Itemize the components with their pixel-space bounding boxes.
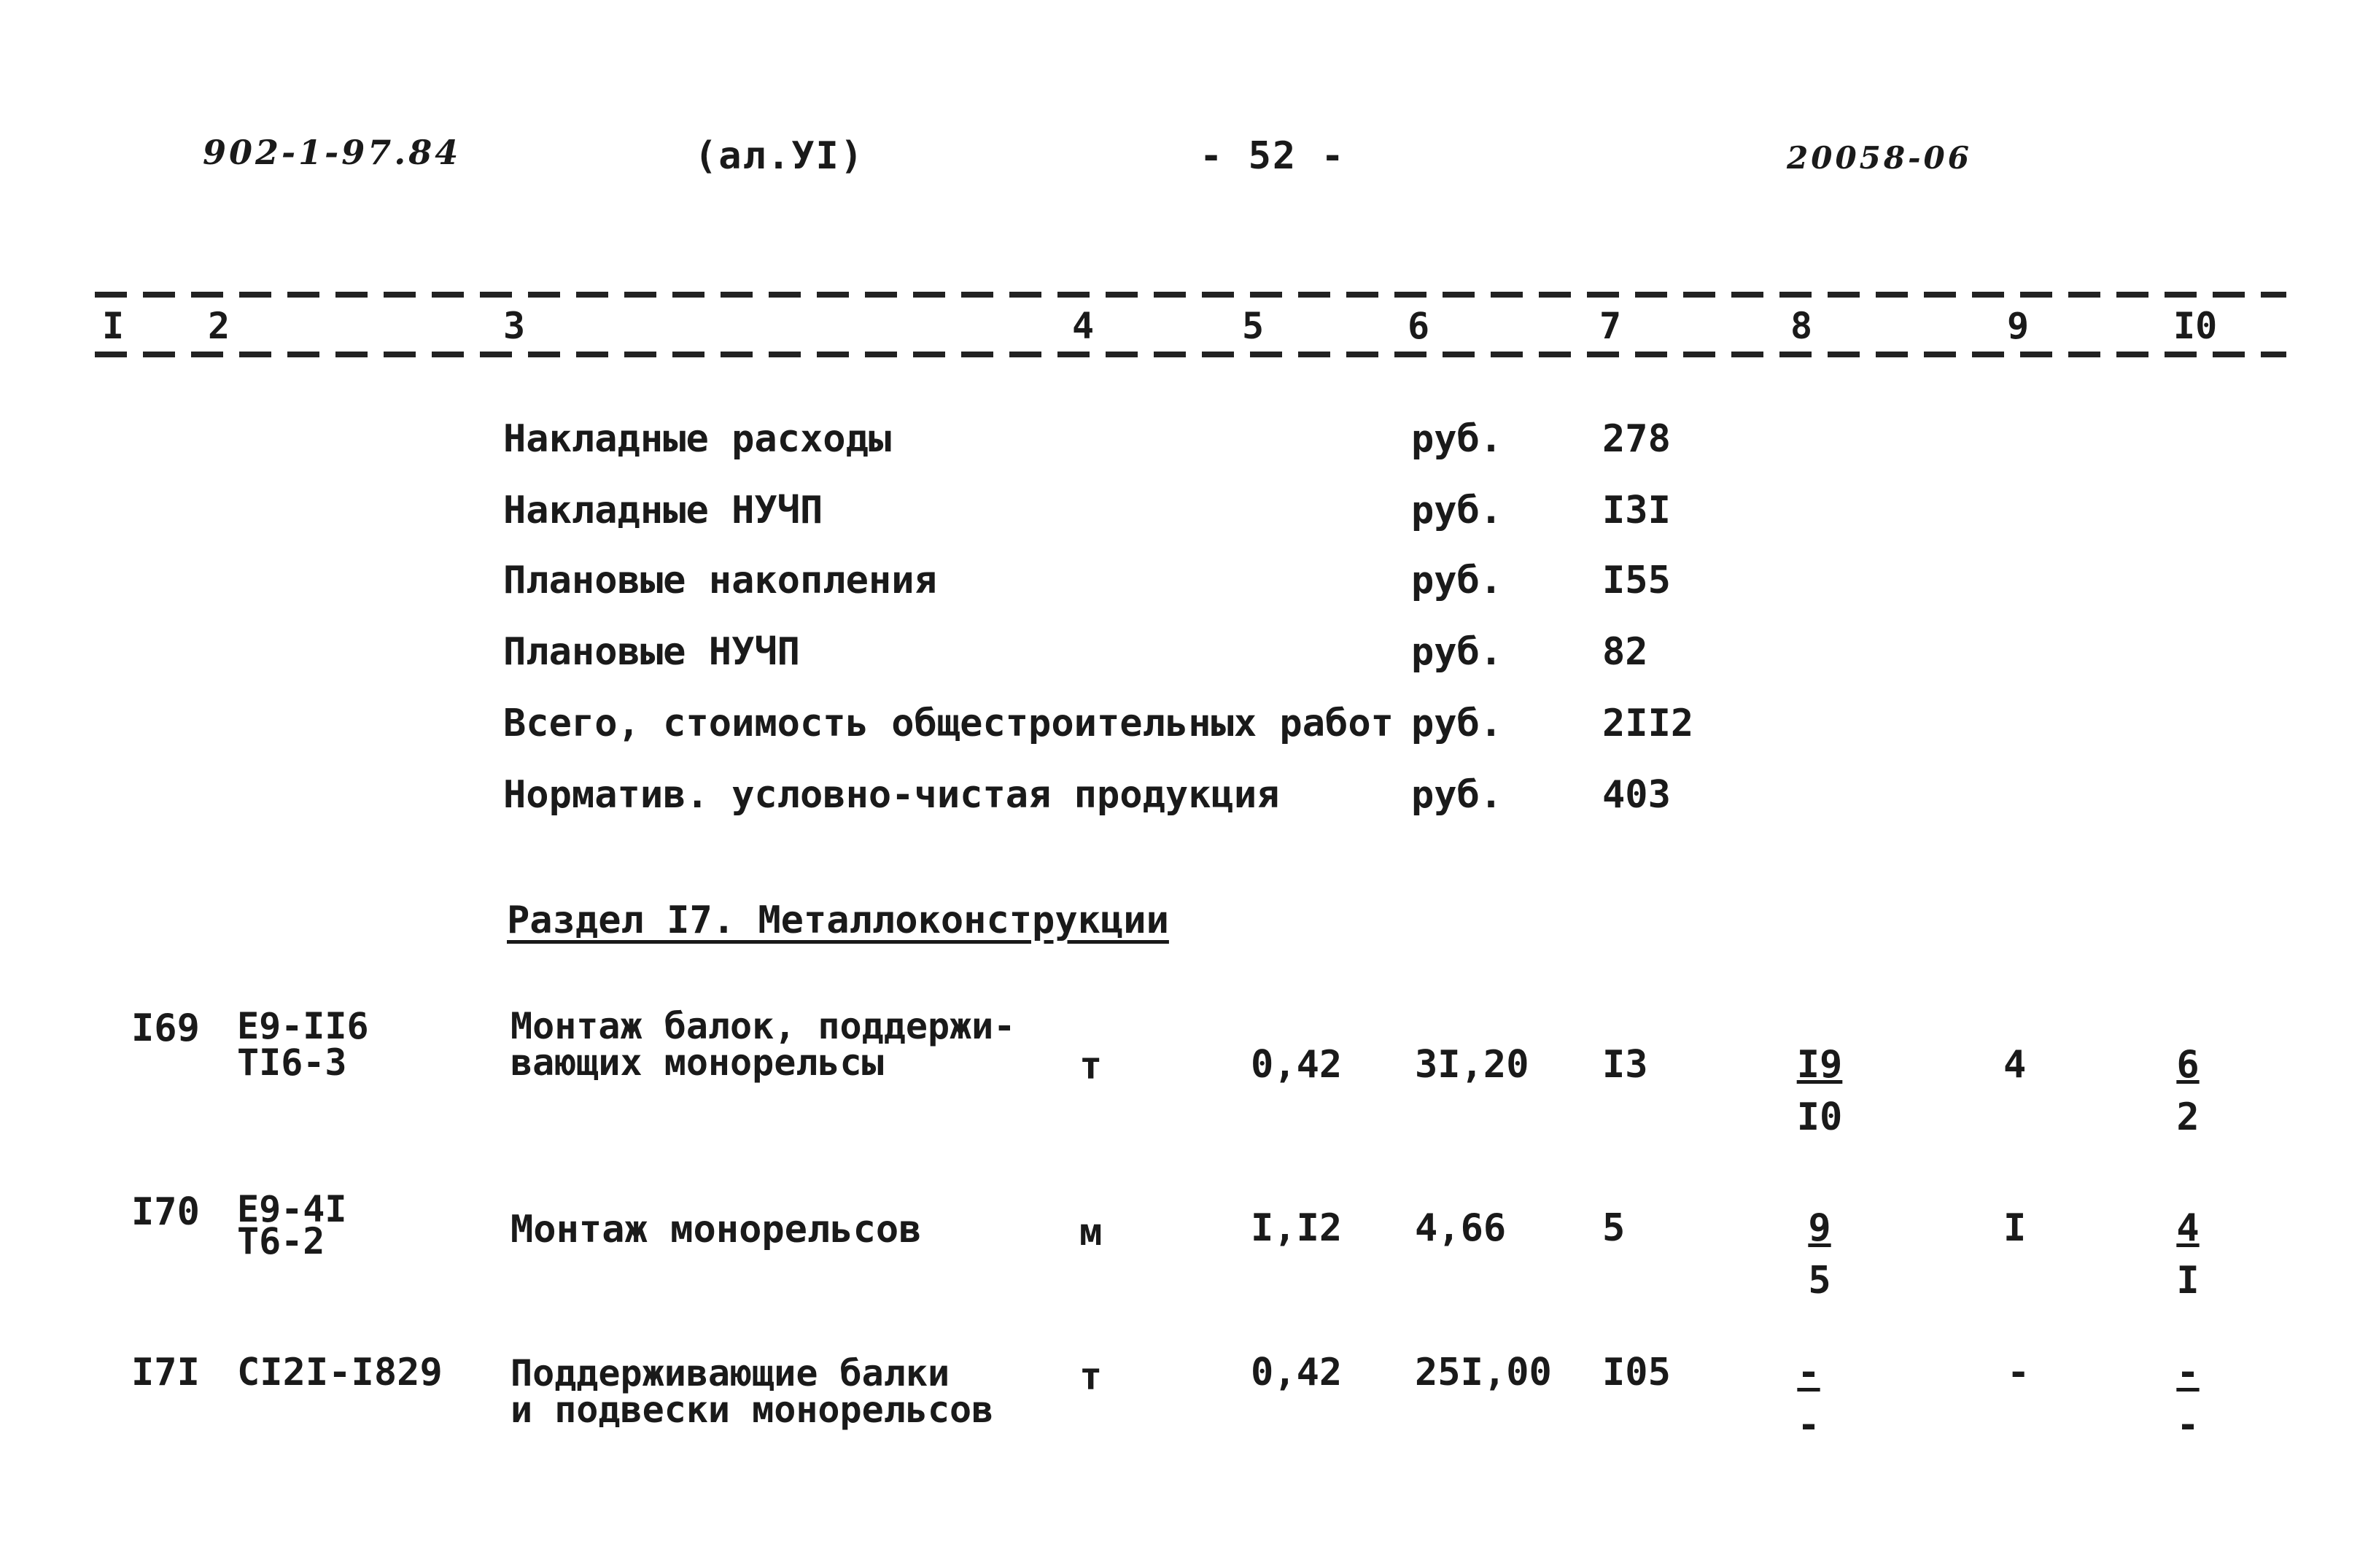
summary-unit: руб. [1411, 773, 1503, 817]
item-unit: т [1079, 1355, 1103, 1399]
col8-bottom: 5 [1808, 1259, 1831, 1303]
item-code [237, 1005, 369, 1084]
summary-label: Плановые накопления [503, 559, 937, 602]
summary-unit: руб. [1411, 559, 1503, 602]
summary-value: 278 [1602, 417, 1671, 461]
column-number: 5 [1242, 305, 1265, 347]
item-code-line: Е9-4I [237, 1188, 347, 1230]
column-number: 3 [503, 305, 526, 347]
item-number: I7I [131, 1351, 200, 1394]
summary-value: I55 [1602, 559, 1671, 602]
col10-bottom: I [2176, 1259, 2200, 1303]
item-code-line: ТI6-3 [237, 1041, 347, 1084]
column-number: 2 [208, 305, 230, 347]
page-number: - 52 - [1200, 134, 1346, 178]
item-total: I3 [1602, 1043, 1648, 1087]
column-number: 8 [1790, 305, 1813, 347]
col8-fraction [1779, 1039, 1860, 1144]
col9-value: 4 [2003, 1043, 2027, 1087]
col10-bottom: - [2176, 1403, 2200, 1447]
column-number: I [102, 305, 125, 347]
album-label: (ал.УI) [694, 134, 865, 178]
item-total: 5 [1602, 1206, 1626, 1250]
item-name-line: вающих монорельсы [511, 1041, 884, 1084]
item-unit-price: 4,66 [1415, 1206, 1507, 1250]
col8-top: - [1797, 1351, 1820, 1394]
item-code [237, 1188, 347, 1262]
column-number: I0 [2173, 305, 2218, 347]
item-unit-price: 25I,00 [1415, 1351, 1552, 1394]
col8-bottom: - [1797, 1403, 1820, 1447]
item-total: I05 [1602, 1351, 1671, 1394]
summary-value: 82 [1602, 630, 1648, 674]
col10-fraction [2159, 1202, 2217, 1307]
summary-label: Плановые НУЧП [503, 630, 800, 674]
summary-unit: руб. [1411, 417, 1503, 461]
summary-label: Накладные расходы [503, 417, 892, 461]
col8-fraction [1779, 1202, 1860, 1307]
summary-unit: руб. [1411, 489, 1503, 532]
col9-value: I [2003, 1206, 2027, 1250]
top-dashed-rule [95, 292, 2286, 298]
col9-value: - [2007, 1351, 2030, 1394]
col8-top: I9 [1796, 1043, 1843, 1087]
col10-fraction [2151, 1346, 2224, 1451]
summary-value: 2II2 [1602, 702, 1694, 745]
item-name [511, 1352, 994, 1431]
col8-bottom: I0 [1796, 1095, 1843, 1139]
col8-fraction [1769, 1346, 1849, 1451]
column-number: 9 [2007, 305, 2030, 347]
summary-value: 403 [1602, 773, 1671, 817]
item-name-line: Поддерживающие балки [511, 1352, 950, 1394]
item-unit: м [1079, 1211, 1103, 1254]
column-number: 7 [1599, 305, 1622, 347]
summary-unit: руб. [1411, 630, 1503, 674]
col10-top: - [2176, 1351, 2200, 1394]
document-code: 902-1-97.84 [203, 133, 462, 172]
col10-top: 6 [2176, 1043, 2200, 1087]
summary-value: I3I [1602, 489, 1671, 532]
item-name [511, 1005, 1016, 1084]
item-number: I69 [131, 1006, 200, 1050]
item-quantity: I,I2 [1251, 1206, 1343, 1250]
col10-top: 4 [2176, 1206, 2200, 1250]
section-title: Раздел I7. Металлоконструкции [507, 899, 1169, 942]
col10-bottom: 2 [2176, 1095, 2200, 1139]
inventory-number: 20058-06 [1787, 140, 1972, 176]
col10-fraction [2159, 1039, 2217, 1144]
item-number: I70 [131, 1190, 200, 1234]
col8-top: 9 [1808, 1206, 1831, 1250]
item-name: Монтаж монорельсов [511, 1208, 922, 1251]
summary-label: Норматив. условно-чистая продукция [503, 773, 1280, 817]
item-name-line: Монтаж балок, поддержи- [511, 1005, 1016, 1047]
item-code-line: Т6-2 [237, 1220, 325, 1262]
summary-unit: руб. [1411, 702, 1503, 745]
item-code: СI2I-I829 [237, 1351, 443, 1394]
summary-label: Накладные НУЧП [503, 489, 823, 532]
bottom-dashed-rule [95, 352, 2286, 357]
column-number: 6 [1408, 305, 1430, 347]
item-unit-price: 3I,20 [1415, 1043, 1529, 1087]
item-quantity: 0,42 [1251, 1043, 1343, 1087]
column-number: 4 [1072, 305, 1095, 347]
item-unit: т [1079, 1044, 1103, 1088]
item-name-line: и подвески монорельсов [511, 1389, 994, 1431]
summary-label: Всего, стоимость общестроительных работ [503, 702, 1394, 745]
item-quantity: 0,42 [1251, 1351, 1343, 1394]
item-code-line: Е9-II6 [237, 1005, 369, 1047]
